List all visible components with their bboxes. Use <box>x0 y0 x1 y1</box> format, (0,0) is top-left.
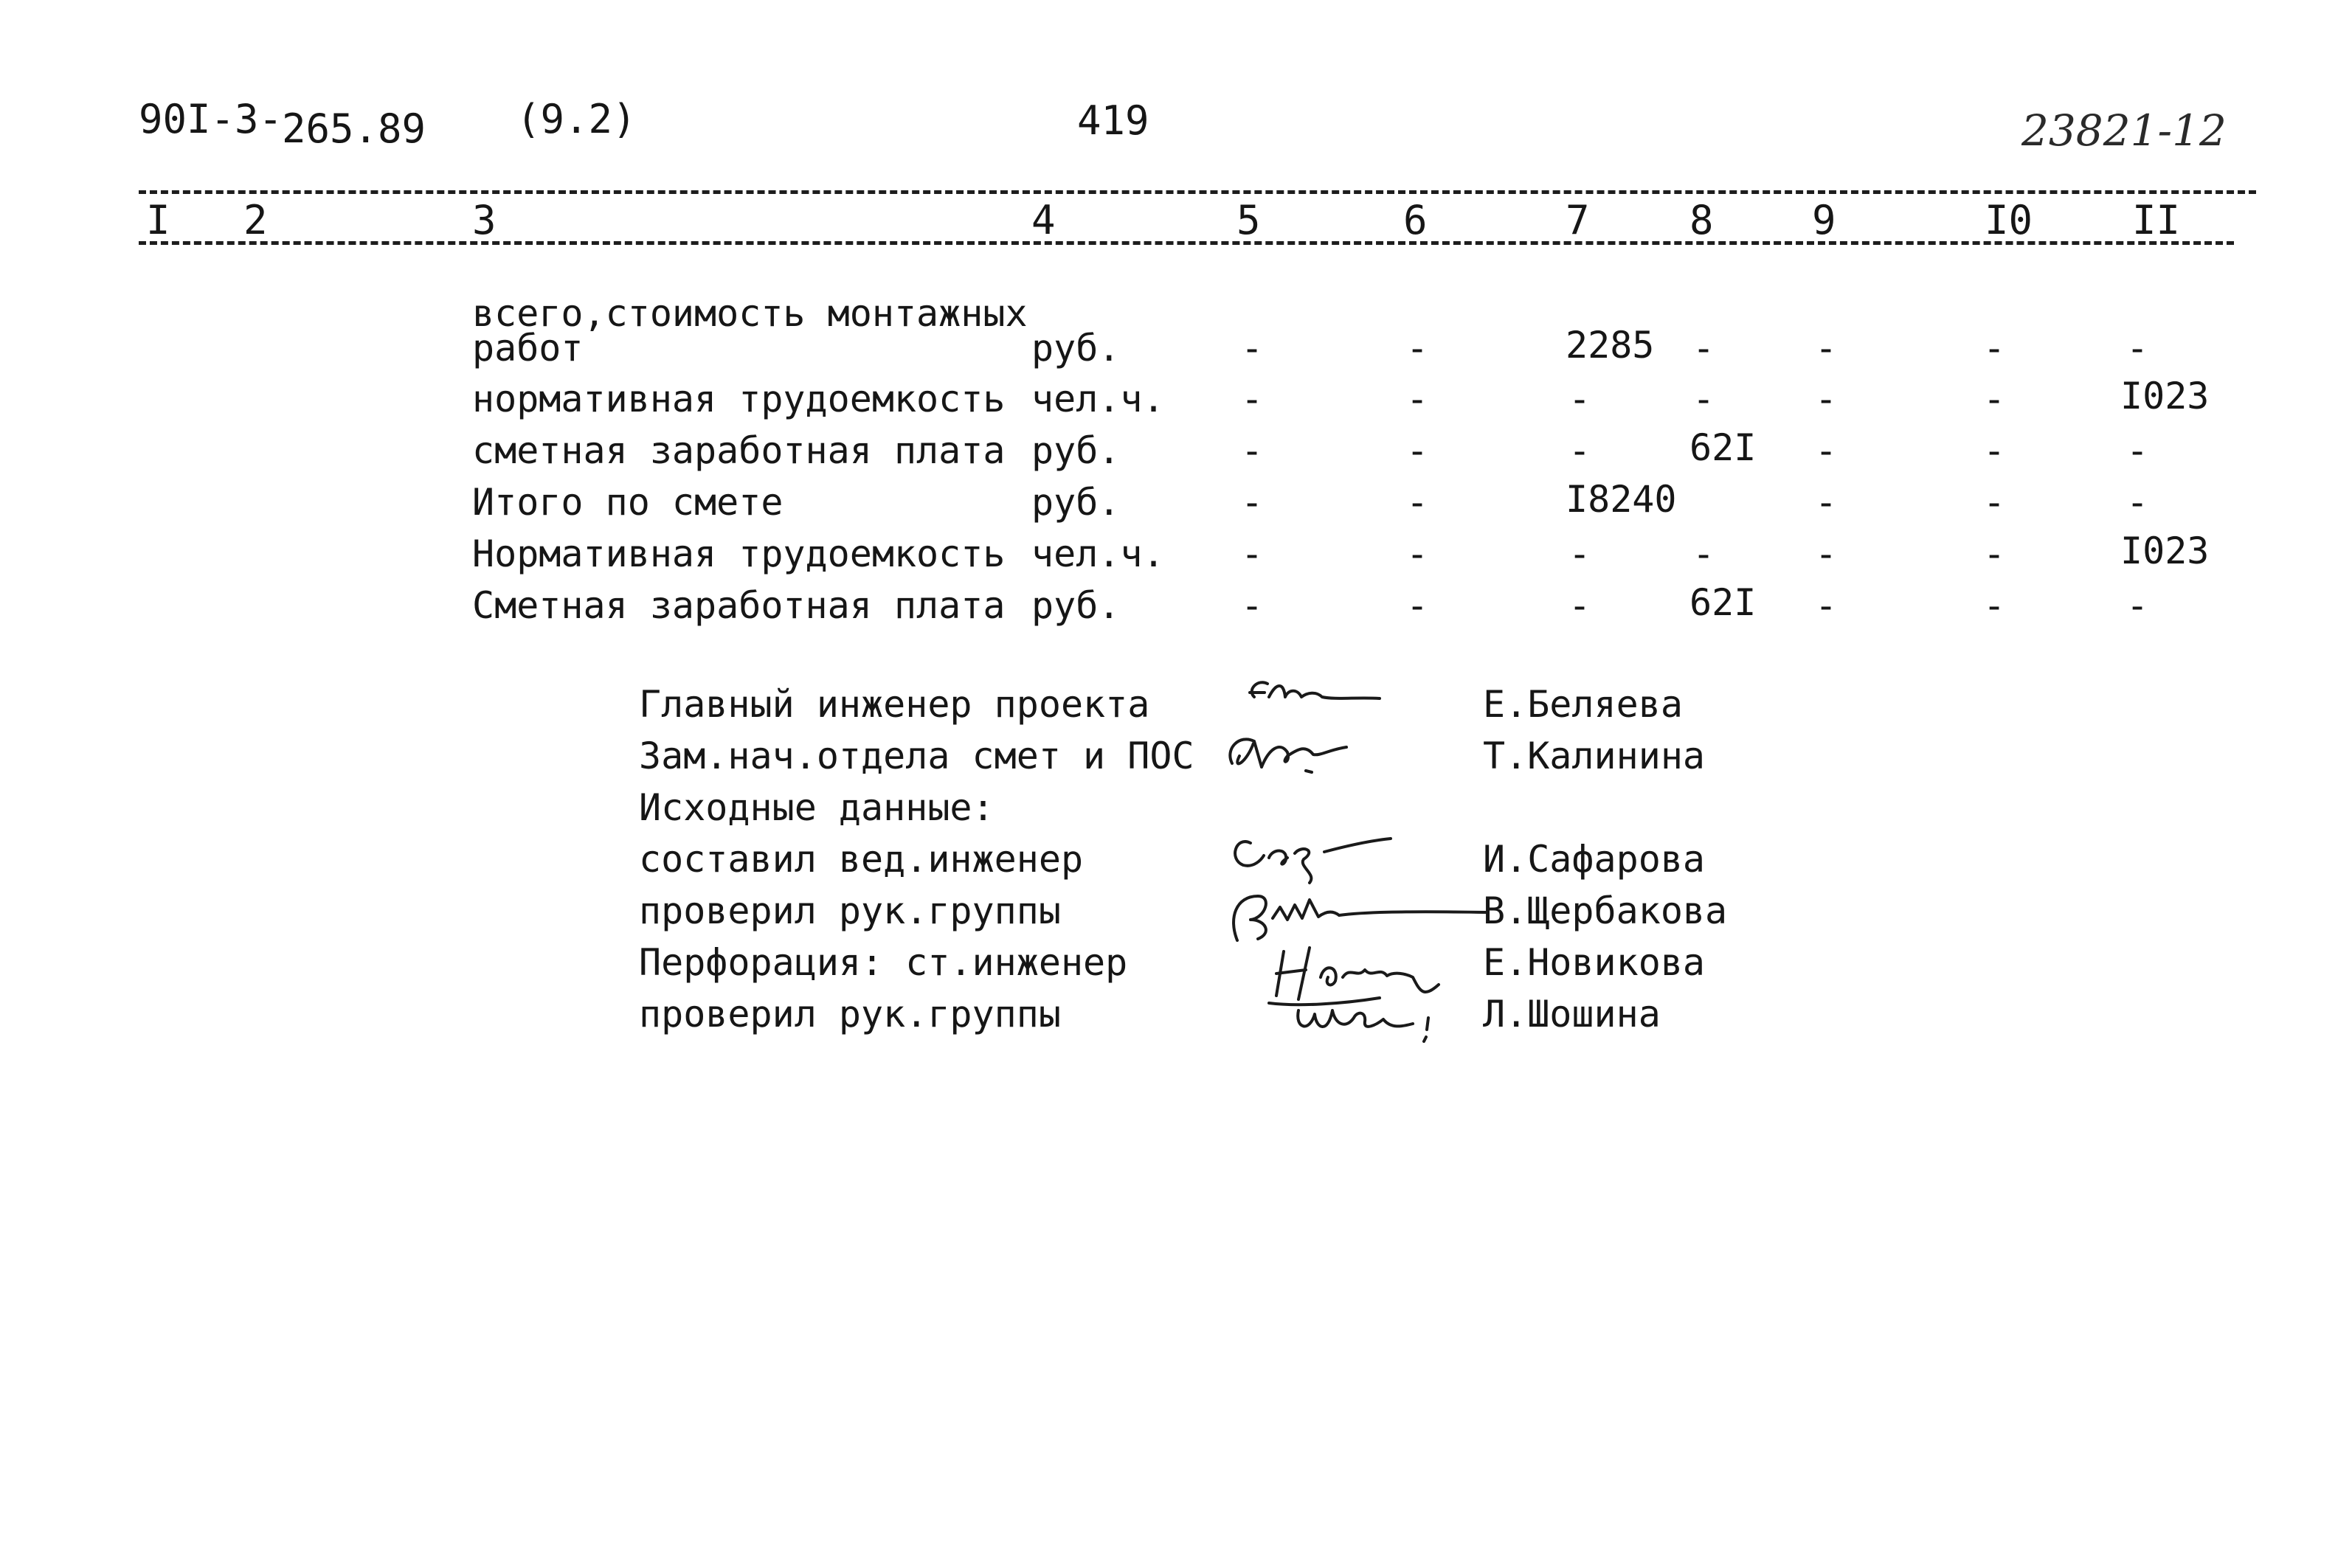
cell-col8: - <box>1692 533 1715 575</box>
row-unit: чел.ч. <box>1031 533 1165 575</box>
signature-kalinina <box>1217 719 1365 785</box>
cell-col7: - <box>1568 584 1591 627</box>
cell-col6: - <box>1406 429 1429 472</box>
column-number-1: I <box>146 197 170 243</box>
signatory-name: Т.Калинина <box>1483 735 1706 777</box>
cell-col9: - <box>1815 429 1838 472</box>
cell-col8: 62I <box>1689 426 1757 469</box>
cell-col10: - <box>1983 584 2006 627</box>
cell-col7: 2285 <box>1566 324 1655 367</box>
signatory-name: Е.Новикова <box>1483 941 1706 984</box>
cell-col6: - <box>1406 378 1429 420</box>
column-number-3: 3 <box>472 197 497 243</box>
row-unit: руб. <box>1031 584 1121 627</box>
cell-col5: - <box>1241 429 1264 472</box>
signature-shoshina <box>1284 988 1461 1055</box>
cell-col6: - <box>1406 327 1429 370</box>
doc-code: 90I-3- <box>139 96 283 142</box>
cell-col10: - <box>1983 327 2006 370</box>
cell-col5: - <box>1241 378 1264 420</box>
cell-col11: - <box>2126 429 2149 472</box>
header-top-rule <box>139 190 2256 194</box>
cell-col10: - <box>1983 481 2006 524</box>
column-number-11: II <box>2132 197 2181 243</box>
signatory-name: И.Сафарова <box>1483 838 1706 881</box>
cell-col7: - <box>1568 378 1591 420</box>
row-label: Сметная заработная плата <box>472 584 1006 627</box>
signatory-title: Перфорация: ст.инженер <box>639 941 1128 984</box>
doc-series: 265.89 <box>282 105 426 152</box>
signatory-title: Зам.нач.отдела смет и ПОС <box>639 735 1194 777</box>
cell-col6: - <box>1406 584 1429 627</box>
signatory-name: Е.Беляева <box>1483 683 1683 726</box>
column-number-8: 8 <box>1689 197 1714 243</box>
column-number-6: 6 <box>1403 197 1428 243</box>
row-label: сметная заработная плата <box>472 429 1006 472</box>
section-heading: Исходные данные: <box>639 786 995 829</box>
cell-col11: - <box>2126 327 2149 370</box>
cell-col9: - <box>1815 584 1838 627</box>
cell-col11: - <box>2126 481 2149 524</box>
row-label: нормативная трудоемкость <box>472 378 1006 420</box>
cell-col5: - <box>1241 584 1264 627</box>
column-number-9: 9 <box>1812 197 1836 243</box>
signatory-title: проверил рук.группы <box>639 993 1061 1035</box>
column-number-5: 5 <box>1236 197 1261 243</box>
cell-col6: - <box>1406 481 1429 524</box>
signatory-title: проверил рук.группы <box>639 889 1061 932</box>
signatory-name: Л.Шошина <box>1483 993 1661 1035</box>
cell-col8: 62I <box>1689 581 1757 624</box>
cell-col5: - <box>1241 481 1264 524</box>
cell-col10: - <box>1983 533 2006 575</box>
column-number-4: 4 <box>1031 197 1056 243</box>
cell-col8: - <box>1692 378 1715 420</box>
row-label: Итого по смете <box>472 481 784 524</box>
cell-col5: - <box>1241 533 1264 575</box>
section-number: (9.2) <box>516 96 637 142</box>
cell-col11: I023 <box>2120 530 2210 572</box>
inventory-number: 23821-12 <box>2021 105 2227 156</box>
cell-col5: - <box>1241 327 1264 370</box>
column-number-7: 7 <box>1566 197 1590 243</box>
row-label: всего,стоимость монтажных <box>472 292 1028 335</box>
cell-col9: - <box>1815 327 1838 370</box>
cell-col11: - <box>2126 584 2149 627</box>
cell-col8: - <box>1692 327 1715 370</box>
row-unit: руб. <box>1031 429 1121 472</box>
cell-col9: - <box>1815 481 1838 524</box>
cell-col7: - <box>1568 533 1591 575</box>
signatory-title: Главный инженер проекта <box>639 683 1150 726</box>
row-unit: руб. <box>1031 327 1121 370</box>
row-unit: чел.ч. <box>1031 378 1165 420</box>
signature-belyaeva <box>1239 667 1387 719</box>
signatory-title: составил вед.инженер <box>639 838 1084 881</box>
cell-col11: I023 <box>2120 375 2210 417</box>
signatory-name: В.Щербакова <box>1483 889 1728 932</box>
cell-col9: - <box>1815 533 1838 575</box>
cell-col9: - <box>1815 378 1838 420</box>
row-unit: руб. <box>1031 481 1121 524</box>
header-bottom-rule <box>139 241 2234 245</box>
cell-col7: - <box>1568 429 1591 472</box>
cell-col10: - <box>1983 429 2006 472</box>
row-label: Нормативная трудоемкость <box>472 533 1006 575</box>
cell-col7: I8240 <box>1566 478 1677 521</box>
cell-col10: - <box>1983 378 2006 420</box>
cell-col6: - <box>1406 533 1429 575</box>
column-number-10: I0 <box>1985 197 2033 243</box>
page-number: 419 <box>1077 97 1149 144</box>
row-label-continued: работ <box>472 327 584 370</box>
column-number-2: 2 <box>243 197 268 243</box>
